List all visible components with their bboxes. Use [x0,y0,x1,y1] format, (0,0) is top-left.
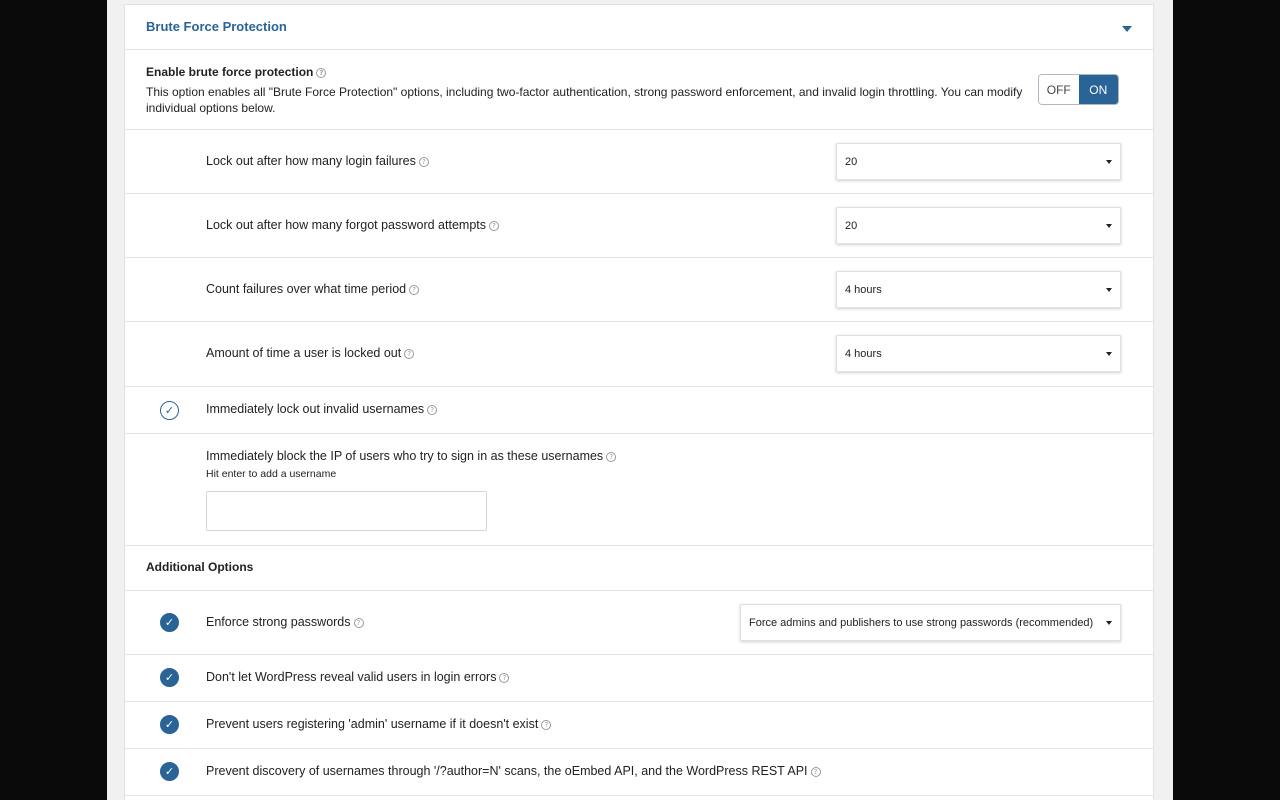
checkmark-icon[interactable]: ✓ [160,401,179,420]
invalid-usernames-row [125,387,1153,434]
help-icon[interactable]: ? [427,405,437,415]
block-admin-username-label-text: Prevent users registering 'admin' username if it doesn't exist [206,717,539,731]
block-ip-label [206,449,616,463]
setting-label [206,346,414,360]
strong-passwords-label-text: Enforce strong passwords [206,615,351,629]
strong-passwords-row [125,591,1153,655]
setting-label-text: Amount of time a user is locked out [206,346,402,360]
block-admin-username-label [206,717,551,731]
chevron-down-icon [1106,621,1112,625]
checkmark-icon[interactable]: ✓ [160,668,179,687]
select-value: 4 hours [845,283,882,296]
additional-options-title: Additional Options [146,560,254,574]
setting-row-lockout-time [125,322,1153,387]
block-ip-hint: Hit enter to add a username [206,468,337,480]
time-period-select[interactable] [836,271,1121,308]
setting-label-text: Count failures over what time period [206,282,407,296]
help-icon[interactable]: ? [489,221,499,231]
chevron-down-icon [1106,224,1112,228]
collapse-caret-icon[interactable] [1122,26,1132,32]
chevron-down-icon [1106,160,1112,164]
additional-options-header [125,546,1153,591]
panel-header[interactable] [125,5,1153,50]
select-value: 20 [845,155,858,168]
setting-label-text: Lock out after how many login failures [206,154,416,168]
help-icon[interactable]: ? [316,68,326,78]
help-icon[interactable]: ? [409,285,419,295]
setting-row-login-failures [125,130,1153,194]
checkmark-icon[interactable]: ✓ [160,715,179,734]
help-icon[interactable]: ? [419,157,429,167]
strong-passwords-select[interactable] [740,604,1121,641]
hide-login-errors-label-text: Don't let WordPress reveal valid users in login errors [206,670,497,684]
chevron-down-icon [1106,288,1112,292]
help-icon[interactable]: ? [404,349,414,359]
help-icon[interactable]: ? [354,618,364,628]
hide-login-errors-row [125,655,1153,702]
help-icon[interactable]: ? [499,673,509,683]
block-ip-label-text: Immediately block the IP of users who try to sign in as these usernames [206,449,604,463]
block-admin-username-row [125,702,1153,749]
enable-toggle[interactable] [1038,74,1119,105]
hide-login-errors-label [206,670,509,684]
forgot-password-select[interactable] [836,207,1121,244]
enable-description: This option enables all "Brute Force Protection" options, including two-factor authentication, strong password enforcement, and invalid login throttling. You can modify individual options below. [146,85,1023,115]
select-value: 4 hours [845,347,882,360]
username-input[interactable] [206,491,487,531]
checkmark-icon[interactable]: ✓ [160,613,179,632]
prevent-user-discovery-row [125,749,1153,796]
prevent-user-discovery-label-text: Prevent discovery of usernames through '/?author=N' scans, the oEmbed API, and the WordPress REST API [206,764,808,778]
setting-label [206,282,419,296]
strong-passwords-label [206,615,364,629]
invalid-usernames-label [206,402,437,416]
checkmark-icon[interactable]: ✓ [160,762,179,781]
setting-label [206,218,499,232]
lockout-time-select[interactable] [836,335,1121,372]
setting-label-text: Lock out after how many forgot password attempts [206,218,486,232]
setting-row-forgot-password [125,194,1153,258]
enable-title-text: Enable brute force protection [146,65,314,79]
help-icon[interactable]: ? [541,720,551,730]
select-value: Force admins and publishers to use strong passwords (recommended) [749,616,1094,629]
prevent-user-discovery-label [206,764,821,778]
select-value: 20 [845,219,858,232]
help-icon[interactable]: ? [606,452,616,462]
panel-title: Brute Force Protection [146,19,287,34]
setting-row-time-period [125,258,1153,322]
enable-title [146,65,326,79]
setting-label [206,154,429,168]
chevron-down-icon [1106,352,1112,356]
toggle-on-button[interactable]: ON [1079,75,1119,104]
toggle-off-button[interactable]: OFF [1039,75,1079,104]
help-icon[interactable]: ? [811,767,821,777]
brute-force-panel [124,4,1154,800]
login-failures-select[interactable] [836,143,1121,180]
invalid-usernames-label-text: Immediately lock out invalid usernames [206,402,425,416]
